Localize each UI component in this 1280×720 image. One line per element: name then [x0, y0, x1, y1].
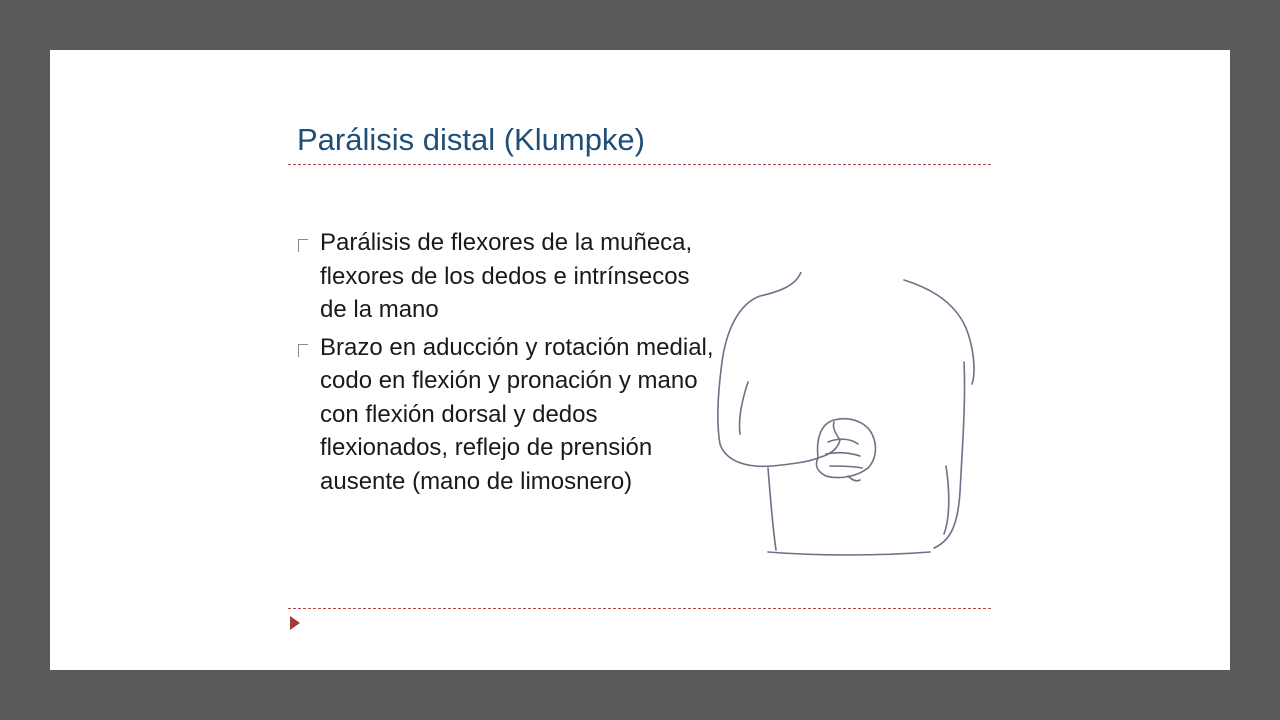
bullet-item [296, 226, 716, 327]
title-divider [288, 164, 991, 165]
bullet-marker-icon [298, 239, 308, 252]
bullet-text: Brazo en aducción y rotación medial, codo en flexión y pronación y mano con flexión dorsal y dedos flexionados, reflejo de prensión ausente (mano de limosnero) [320, 333, 714, 495]
slide [50, 50, 1230, 670]
bullet-text: Parálisis de flexores de la muñeca, flexores de los dedos e intrínsecos de la mano [320, 229, 693, 323]
slide-title: Parálisis distal (Klumpke) [297, 122, 645, 157]
bullet-list [296, 226, 716, 502]
infant-torso-sketch-icon [708, 272, 978, 562]
footer-divider [288, 608, 991, 609]
bullet-marker-icon [298, 344, 308, 357]
bullet-item [296, 331, 716, 499]
play-arrow-icon[interactable] [290, 616, 300, 630]
